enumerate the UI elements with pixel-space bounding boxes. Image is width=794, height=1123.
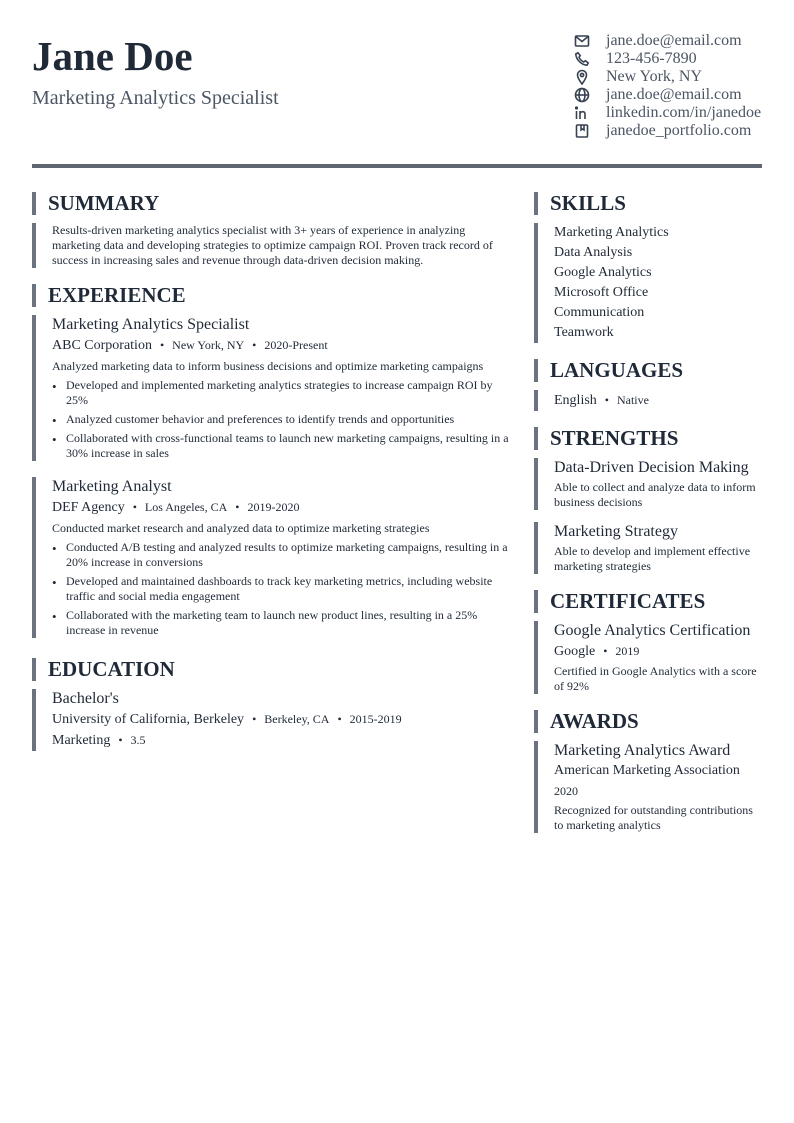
envelope-icon: [574, 32, 606, 50]
experience-item: [32, 315, 512, 461]
education-heading: EDUCATION: [32, 658, 512, 681]
job-company: DEF Agency: [52, 500, 125, 515]
award-issuer: American Marketing Association: [554, 763, 740, 778]
job-meta: [52, 335, 512, 356]
list-item: Data Analysis: [554, 245, 633, 260]
strengths-heading: STRENGTHS: [534, 427, 762, 450]
award-item: [534, 741, 762, 833]
job-title: Marketing Analyst: [52, 478, 172, 495]
education-meta: [52, 709, 512, 730]
job-location: New York, NY: [172, 338, 245, 352]
job-dates: 2020-Present: [264, 338, 328, 352]
education-field: Marketing: [52, 733, 111, 748]
list-item: Marketing Analytics: [554, 225, 669, 240]
certificates-heading: CERTIFICATES: [534, 590, 762, 613]
separator-dot: •: [604, 393, 609, 407]
separator-dot: •: [252, 712, 257, 726]
skills-heading: SKILLS: [534, 192, 762, 215]
experience-item: [32, 477, 512, 638]
strength-item: [534, 522, 762, 574]
job-description: Conducted market research and analyzed data to optimize marketing strategies: [52, 521, 430, 535]
education-item: [32, 689, 512, 751]
summary-heading: SUMMARY: [32, 192, 512, 215]
job-title: Marketing Analytics Specialist: [52, 316, 250, 333]
portfolio-icon: [574, 122, 606, 140]
separator-dot: •: [252, 338, 257, 352]
list-item: • Conducted A/B testing and analyzed results to optimize marketing campaigns, resulting in a 20% increase in conversions: [52, 540, 512, 570]
award-title: Marketing Analytics Award: [554, 742, 731, 759]
contact-phone[interactable]: [574, 50, 774, 68]
contact-portfolio-text: janedoe_portfolio.com: [606, 122, 752, 139]
certificate-meta: [554, 641, 762, 662]
language-item: [554, 390, 762, 411]
education-location: Berkeley, CA: [264, 712, 330, 726]
summary-section: [32, 223, 512, 268]
list-item: Microsoft Office: [554, 285, 649, 300]
main-column: [32, 192, 512, 751]
education-field-meta: [52, 730, 512, 751]
strength-title: Data-Driven Decision Making: [554, 459, 749, 476]
awards-heading: AWARDS: [534, 710, 762, 733]
skills-section: [534, 223, 762, 343]
list-item: Teamwork: [554, 325, 614, 340]
certificate-issuer: Google: [554, 644, 596, 659]
award-year: 2020: [554, 784, 578, 798]
list-item: • Developed and implemented marketing analytics strategies to increase campaign ROI by 25%: [52, 378, 512, 408]
separator-dot: •: [159, 338, 165, 352]
contact-email[interactable]: [574, 32, 774, 50]
contact-list: [574, 32, 774, 140]
certificate-title: Google Analytics Certification: [554, 622, 751, 639]
education-dates: 2015-2019: [349, 712, 402, 726]
job-meta: [52, 497, 512, 518]
phone-icon: [574, 50, 606, 68]
globe-icon: [574, 86, 606, 104]
contact-email-text: jane.doe@email.com: [606, 32, 742, 49]
strength-description: Able to develop and implement effective marketing strategies: [554, 544, 751, 573]
list-item: • Developed and maintained dashboards to track key marketing metrics, including website traffic and social media engagement: [52, 574, 512, 604]
contact-linkedin-text: linkedin.com/in/janedoe: [606, 104, 762, 121]
strength-description: Able to collect and analyze data to inform business decisions: [554, 480, 756, 509]
experience-heading: EXPERIENCE: [32, 284, 512, 307]
summary-text: Results-driven marketing analytics specialist with 3+ years of experience in analyzing marketing data and developing strategies to optimize campaign ROI. Proven track record of success in increasing sales and revenue through data-driven decision making.: [52, 223, 493, 267]
job-description: Analyzed marketing data to inform business decisions and optimize marketing campaigns: [52, 359, 484, 373]
education-school: University of California, Berkeley: [52, 712, 245, 727]
language-name: English: [554, 393, 597, 408]
separator-dot: •: [118, 733, 123, 747]
education-gpa: 3.5: [130, 733, 146, 747]
list-item: • Collaborated with the marketing team to launch new product lines, resulting in a 25% increase in revenue: [52, 608, 512, 638]
list-item: • Collaborated with cross-functional teams to launch new marketing campaigns, resulting in a 30% increase in sales: [52, 431, 512, 461]
resume-header: [32, 30, 762, 142]
separator-dot: •: [337, 712, 342, 726]
strength-item: [534, 458, 762, 510]
candidate-name: Jane Doe: [32, 33, 193, 79]
certificate-year: 2019: [615, 644, 640, 658]
strength-title: Marketing Strategy: [554, 523, 678, 540]
contact-linkedin[interactable]: [574, 104, 774, 122]
job-dates: 2019-2020: [247, 500, 300, 514]
education-degree: Bachelor's: [52, 690, 119, 707]
list-item: • Analyzed customer behavior and preferences to identify trends and opportunities: [52, 412, 512, 427]
list-item: Communication: [554, 305, 645, 320]
languages-section: [534, 390, 762, 411]
contact-website-text: jane.doe@email.com: [606, 86, 742, 103]
languages-heading: LANGUAGES: [534, 359, 762, 382]
award-description: Recognized for outstanding contributions to marketing analytics: [554, 803, 753, 832]
location-pin-icon: [574, 68, 606, 86]
contact-location-text: New York, NY: [606, 68, 703, 85]
contact-portfolio[interactable]: [574, 122, 774, 140]
job-location: Los Angeles, CA: [144, 500, 228, 514]
job-bullets: [52, 378, 512, 461]
job-bullets: [52, 540, 512, 638]
separator-dot: •: [235, 500, 240, 514]
linkedin-icon: [574, 104, 606, 122]
contact-website[interactable]: [574, 86, 774, 104]
list-item: Google Analytics: [554, 265, 652, 280]
certificate-description: Certified in Google Analytics with a score of 92%: [554, 664, 757, 693]
separator-dot: •: [603, 644, 608, 658]
contact-location: [574, 68, 774, 86]
job-company: ABC Corporation: [52, 338, 152, 353]
header-divider: [32, 164, 762, 168]
contact-phone-text: 123-456-7890: [606, 50, 697, 67]
certificate-item: [534, 621, 762, 694]
language-level: Native: [616, 393, 649, 407]
side-column: [534, 192, 762, 833]
separator-dot: •: [132, 500, 137, 514]
candidate-role: Marketing Analytics Specialist: [32, 87, 279, 109]
